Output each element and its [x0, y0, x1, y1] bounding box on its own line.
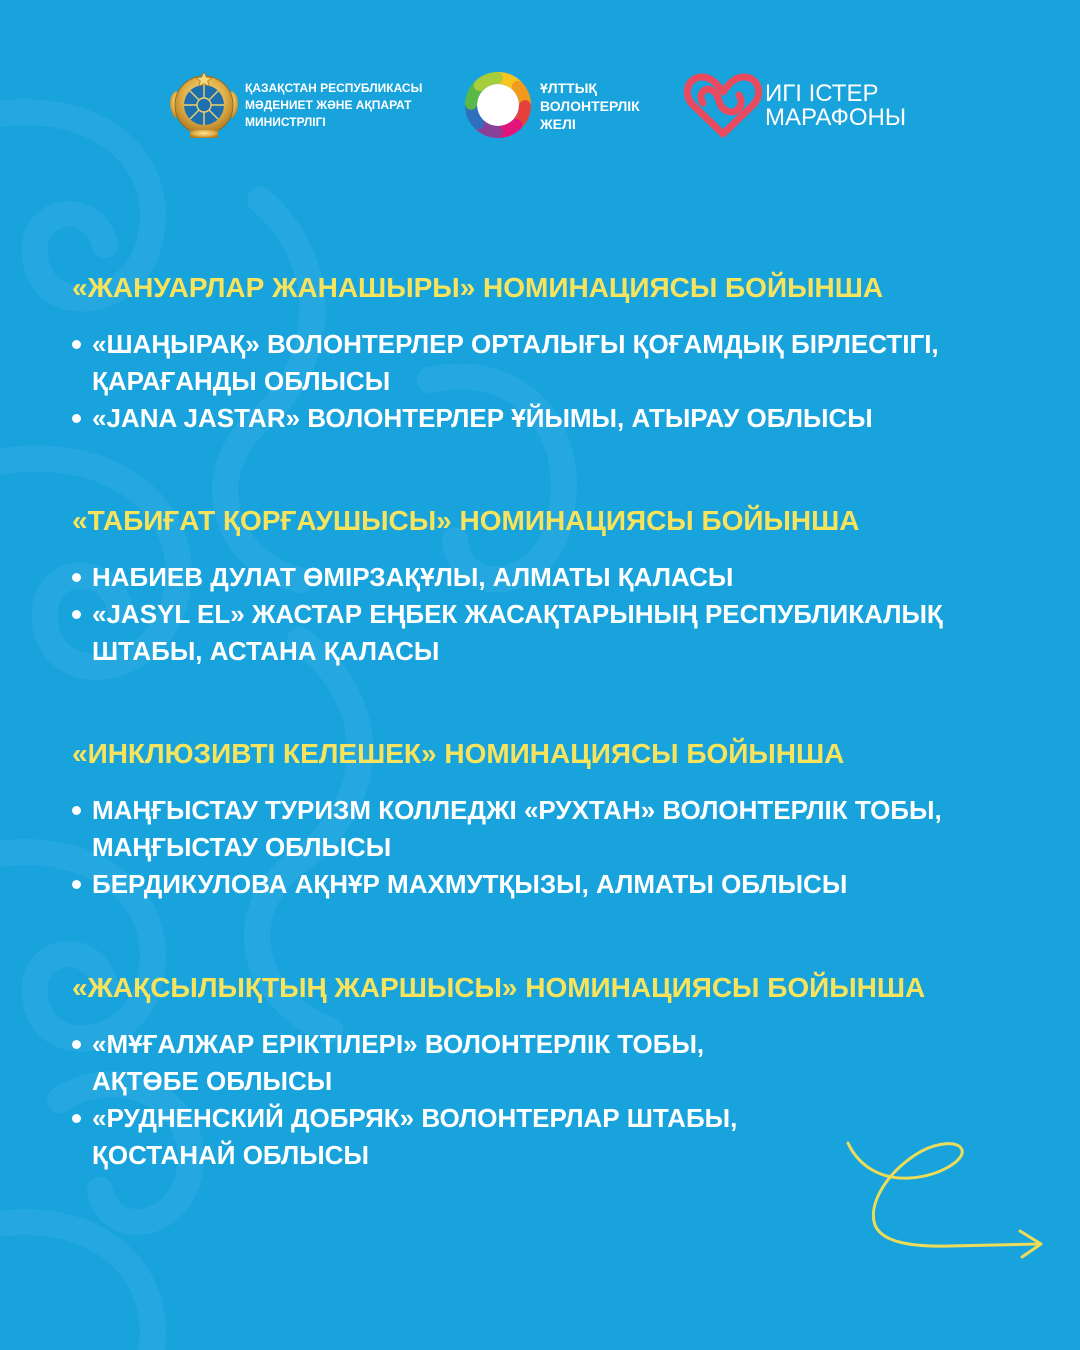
bullet-icon [72, 610, 81, 619]
ministry-name-line: МИНИСТРЛІГІ [245, 115, 326, 129]
winner-line: «РУДНЕНСКИЙ ДОБРЯК» ВОЛОНТЕРЛАР ШТАБЫ, [92, 1103, 738, 1133]
kazakhstan-emblem-icon [166, 69, 242, 141]
winner-line: ҚАРАҒАНДЫ ОБЛЫСЫ [92, 366, 391, 396]
volunteer-network-name-line: ҰЛТТЫҚ [540, 80, 597, 96]
winner-line: АҚТӨБЕ ОБЛЫСЫ [92, 1066, 333, 1096]
winner-line: «JASYL EL» ЖАСТАР ЕҢБЕК ЖАСАҚТАРЫНЫҢ РЕСПУБЛИКАЛЫҚ [92, 599, 943, 629]
winner-item [72, 866, 1062, 903]
winner-line: «JANA JASTAR» ВОЛОНТЕРЛЕР ҰЙЫМЫ, АТЫРАУ ОБЛЫСЫ [92, 403, 873, 433]
good-deeds-marathon-name [765, 82, 906, 130]
winner-line: НАБИЕВ ДУЛАТ ӨМІРЗАҚҰЛЫ, АЛМАТЫ ҚАЛАСЫ [92, 562, 734, 592]
ministry-name-line: МӘДЕНИЕТ ЖӘНЕ АҚПАРАТ [245, 98, 412, 112]
nomination-heading: «ИНКЛЮЗИВТІ КЕЛЕШЕК» НОМИНАЦИЯСЫ БОЙЫНША [72, 738, 845, 769]
nomination-heading: «ТАБИҒАТ ҚОРҒАУШЫСЫ» НОМИНАЦИЯСЫ БОЙЫНША [72, 505, 860, 536]
nomination-section [72, 737, 1062, 903]
good-deeds-marathon-logo [683, 73, 763, 139]
winners-list [72, 559, 1062, 670]
bullet-icon [72, 340, 81, 349]
winner-item [72, 400, 1062, 437]
bullet-icon [72, 806, 81, 815]
ministry-name [245, 80, 422, 131]
bullet-icon [72, 1114, 81, 1123]
bullet-icon [72, 1040, 81, 1049]
volunteer-network-name-line: ЖЕЛІ [540, 116, 576, 132]
nomination-section [72, 504, 1062, 670]
volunteer-network-name [540, 79, 640, 133]
winner-line: ҚОСТАНАЙ ОБЛЫСЫ [92, 1140, 369, 1170]
winner-line: МАҢҒЫСТАУ ОБЛЫСЫ [92, 832, 392, 862]
nomination-heading: «ЖАНУАРЛАР ЖАНАШЫРЫ» НОМИНАЦИЯСЫ БОЙЫНША [72, 272, 884, 303]
volunteer-network-logo [462, 69, 534, 141]
winners-list [72, 326, 1062, 437]
marathon-name-line: МАРАФОНЫ [765, 104, 907, 131]
marathon-name-line: ИГІ ІСТЕР [765, 80, 879, 107]
winner-line: «ШАҢЫРАҚ» ВОЛОНТЕРЛЕР ОРТАЛЫҒЫ ҚОҒАМДЫҚ БІРЛЕСТІГІ, [92, 329, 939, 359]
ministry-logo [166, 69, 242, 141]
hand-drawn-arrow-icon [840, 1130, 1050, 1270]
volunteer-network-name-line: ВОЛОНТЕРЛІК [540, 98, 640, 114]
winner-item [72, 792, 1062, 866]
winners-list [72, 792, 1062, 903]
ministry-name-line: ҚАЗАҚСТАН РЕСПУБЛИКАСЫ [245, 81, 423, 95]
bullet-icon [72, 414, 81, 423]
nomination-heading: «ЖАҚСЫЛЫҚТЫҢ ЖАРШЫСЫ» НОМИНАЦИЯСЫ БОЙЫНША [72, 972, 926, 1003]
bullet-icon [72, 573, 81, 582]
winner-line: ШТАБЫ, АСТАНА ҚАЛАСЫ [92, 636, 440, 666]
winner-line: БЕРДИКУЛОВА АҚНҰР МАХМУТҚЫЗЫ, АЛМАТЫ ОБЛЫСЫ [92, 869, 848, 899]
winner-line: МАҢҒЫСТАУ ТУРИЗМ КОЛЛЕДЖІ «РУХТАН» ВОЛОНТЕРЛІК ТОБЫ, [92, 795, 942, 825]
winner-item [72, 596, 1062, 670]
winner-line: «МҰҒАЛЖАР ЕРІКТІЛЕРІ» ВОЛОНТЕРЛІК ТОБЫ, [92, 1029, 705, 1059]
bullet-icon [72, 880, 81, 889]
volunteer-network-ring-icon [462, 69, 534, 141]
nomination-section [72, 271, 1062, 437]
winner-item [72, 559, 1062, 596]
winner-item [72, 1026, 1062, 1100]
heart-logo-icon [683, 73, 763, 139]
winner-item [72, 326, 1062, 400]
